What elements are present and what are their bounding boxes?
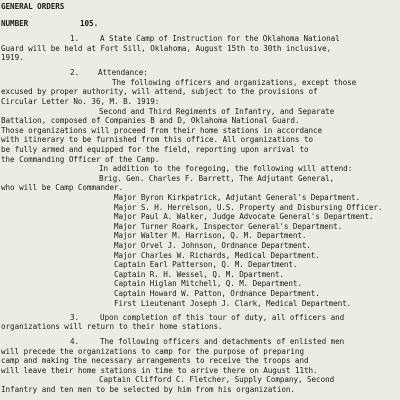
officer-entry: Major Walter M. Harrison, Q. M. Department. [114,231,307,241]
para4-line: will precede the organizations to camp for the purpose of preparing [1,346,304,356]
officer-entry: Captain Howard W. Patton, Ordnance Department. [114,289,320,299]
para3-line: Upon completion of this tour of duty, all officers and [100,312,345,322]
para2-line: Brig. Gen. Charles F. Barrett, The Adjutant General, [99,173,335,183]
officer-entry: Major Orvel J. Johnson, Ordnance Department. [114,241,311,251]
para2-line: the Commanding Officer of the Camp. [1,154,160,164]
order-number-value: 105. [80,18,99,28]
para4-line: camp and making the necessary arrangements to receive the troops and [1,356,309,366]
para2-number: 2. [70,68,80,78]
para2-line: Battalion, composed of Companies B and D, Oklahoma National Guard. [1,116,300,126]
officer-entry: Captain R. H. Wessel, Q. M. Dpartment. [114,269,284,279]
para4-line: will leave their home stations in time to arrive there on August 11th. [1,365,318,375]
para3-line: organizations will return to their home stations. [1,322,223,332]
para4-line: The following officers and detachments of enlisted men [100,337,345,347]
para1-line: Guard will be held at Fort Sill, Oklahoma, August 15th to 30th inclusive, [1,43,332,53]
officer-entry: Major Turner Roark, Inspector General's Department. [114,221,343,231]
officer-entry: Captain Earl Patterson, Q. M. Department. [114,260,298,270]
orders-header: GENERAL ORDERS [1,2,65,11]
para2-line: Those organizations will proceed from their home stations in accordance [1,125,323,135]
officer-entry: Major Paul A. Walker, Judge Advocate General's Department. [114,212,374,222]
para1-line: A State Camp of Instruction for the Oklahoma National [100,34,340,44]
para2-line: Second and Third Regiments of Infantry, and Separate [99,106,335,116]
para2-line: In addition to the foregoing, the following will attend: [99,164,353,174]
para2-line: Circular Letter No. 36, M. B. 1919: [1,97,160,107]
para4-line: Captain Clifford C. Fletcher, Supply Company, Second [99,375,335,385]
officer-entry: First Lieutenant Joseph J. Clark, Medical Department. [114,298,352,308]
para4-number: 4. [70,337,80,347]
para2-heading: Attendance: [98,68,148,78]
officer-entry: Major Byron Kirkpatrick, Adjutant General's Department. [114,193,360,203]
officer-entry: Captain Higlan Mitchell, Q. M. Department. [114,279,302,289]
order-number-label: NUMBER [1,18,29,28]
para2-line: be fully armed and equipped for the field, reporting upon arrival to [1,145,309,155]
officer-entry: Major S. H. Herrelson, U.S. Property and Disbursing Officer. [114,202,383,212]
para2-line: excused by proper authority, will attend, subject to the provisions of [1,87,318,97]
para3-number: 3. [70,312,80,322]
para2-line: with itinerary to be furnished from this office. All organizations to [1,135,314,145]
para4-line: Infantry and ten men to be selected by him from his organization. [1,385,295,394]
officer-entry: Major Charles W. Richards, Medical Department. [114,250,320,260]
para1-number: 1. [70,34,80,44]
para2-line: The following officers and organizations, except those [112,77,357,87]
para2-line: who will be Camp Commander. [1,183,124,193]
para1-line: 1919. [1,53,24,63]
